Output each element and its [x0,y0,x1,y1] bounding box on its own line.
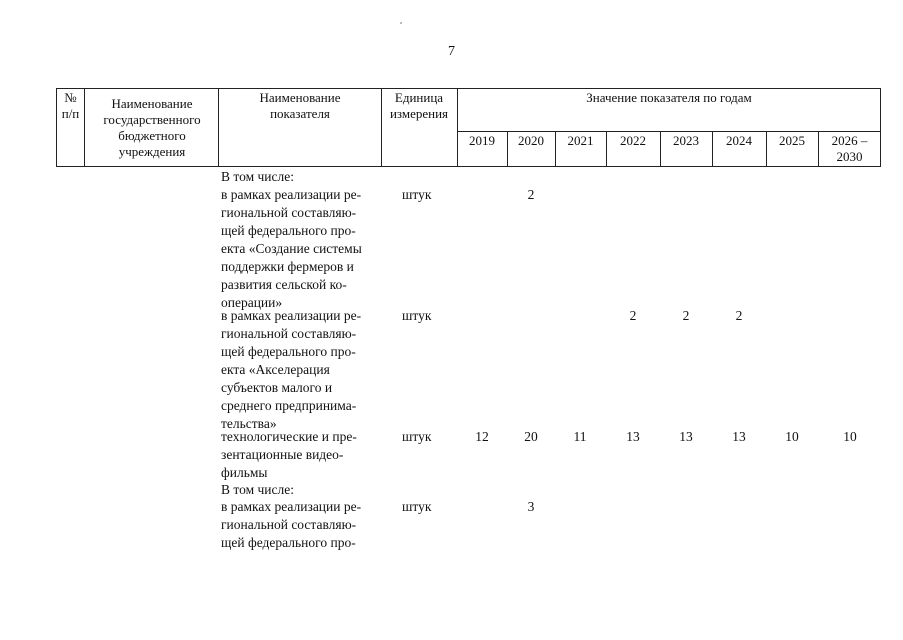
value-cell: 3 [527,499,535,514]
value-cell: 13 [626,429,640,444]
value-cell: 20 [524,429,538,444]
value-cell: 2 [629,308,637,323]
value-cell: 2 [527,187,535,202]
header-indicator: Наименование показателя [259,90,341,121]
unit-cell: штук [402,308,432,323]
year-2026-2030: 2026 – 2030 [831,133,868,164]
scan-speck [400,22,402,24]
value-cell: 12 [475,429,489,444]
year-2024: 2024 [726,133,752,148]
year-2019: 2019 [469,133,495,148]
value-cell: 13 [732,429,746,444]
header-number: № п/п [61,90,80,121]
year-2020: 2020 [518,133,544,148]
value-cell: 2 [682,308,690,323]
value-cell: 13 [679,429,693,444]
unit-cell: штук [402,429,432,444]
unit-cell: штук [402,499,432,514]
year-2023: 2023 [673,133,699,148]
divider [218,88,219,167]
year-2025: 2025 [779,133,805,148]
value-cell: 11 [573,429,587,444]
value-cell: 10 [785,429,799,444]
indicator-cell: в рамках реализации ре- гиональной составляю- щей федерального про- екта «Создание системы поддержки фермеров и развития сельской ко- операции» [221,187,362,310]
year-2022: 2022 [620,133,646,148]
indicator-cell: технологические и пре- зентационные видео- фильмы [221,429,357,480]
year-2021: 2021 [567,133,594,148]
indicator-cell: в рамках реализации ре- гиональной составляю- щей федерального про- [221,499,362,550]
unit-cell: штук [402,187,432,202]
indicator-cell: в рамках реализации ре- гиональной составляю- щей федерального про- екта «Акселерация субъектов малого и среднего предпринима- тельства» [221,308,362,431]
divider [84,88,85,167]
value-cell: 2 [735,308,743,323]
header-institution: Наименование государственного бюджетного учреждения [103,96,201,159]
header-values: Значение показателя по годам [586,90,752,105]
indicator-cell: В том числе: [221,169,294,184]
page-number: 7 [448,44,455,59]
indicator-cell: В том числе: [221,482,294,497]
value-cell: 10 [843,429,857,444]
header-unit: Единица измерения [389,90,449,121]
